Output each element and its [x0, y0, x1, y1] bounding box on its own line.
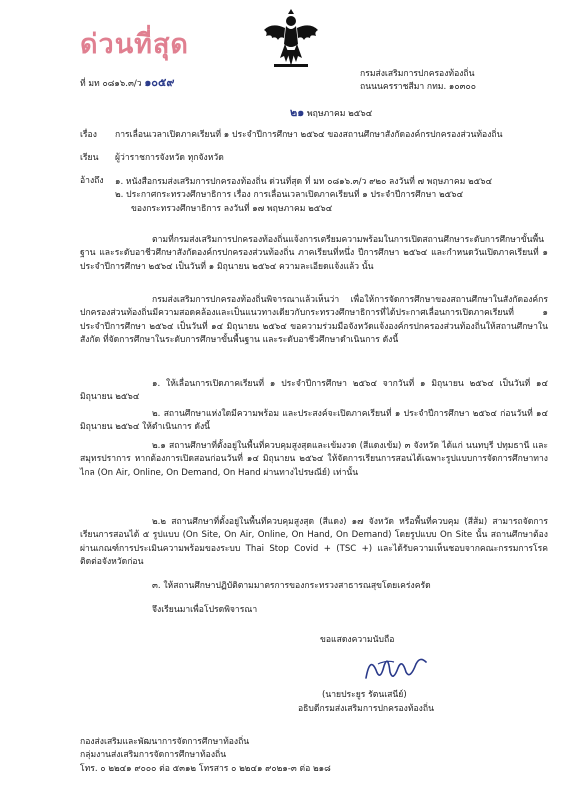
reference-line: ๒. ประกาศกระทรวงศึกษาธิการ เรื่อง การเลื่อนเวลาเปิดภาคเรียนที่ ๑ ประจำปีการศึกษา ๒๕๖๔ [115, 190, 464, 201]
signatory-name: (นายประยูร รัตนเสนีย์) [322, 690, 407, 700]
closing-salutation: ขอแสดงความนับถือ [320, 635, 395, 645]
document-date [290, 106, 372, 120]
body-item-2: ๒. สถานศึกษาแห่งใดมีความพร้อม และประสงค์จะเปิดภาคเรียนที่ ๑ ประจำปีการศึกษา ๒๕๖๔ ก่อนวันที่ ๑๔ มิถุนายน ๒๕๖๔ ให้ดำเนินการ ดังนี้ [80, 409, 548, 433]
doc-number-handwritten: ๑๐๕๙ [144, 76, 175, 89]
date-month-year: พฤษภาคม ๒๕๖๔ [306, 109, 373, 119]
body-item-2-1: ๒.๑ สถานศึกษาที่ตั้งอยู่ในพื้นที่ควบคุมสูงสุดและเข้มงวด (สีแดงเข้ม) ๓ จังหวัด ได้แก่ นนทบุรี ปทุมธานี และสมุทรปราการ หากต้องการเปิดสอนก่อนวันที่ ๑๔ มิถุนายน ๒๕๖๔ ให้จัดการเรียนการสอนได้เฉพาะรูปแบบการจัดการศึกษาทางไกล (On Air, Online, On Demand, On Hand ผ่านทางไปรษณีย์) เท่านั้น [80, 441, 548, 478]
signatory-title: อธิบดีกรมส่งเสริมการปกครองท้องถิ่น [298, 704, 434, 714]
urgent-stamp: ด่วนที่สุด [80, 29, 189, 60]
document-number [80, 76, 174, 90]
reference-line: ของกระทรวงศึกษาธิการ ลงวันที่ ๑๗ พฤษภาคม ๒๕๖๔ [131, 203, 333, 214]
handwritten-signature [360, 648, 432, 688]
body-paragraph-1: ตามที่กรมส่งเสริมการปกครองท้องถิ่นแจ้งการเตรียมความพร้อมในการเปิดสถานศึกษาระดับการศึกษาขั้นพื้นฐาน และระดับอาชีวศึกษาสังกัดองค์กรปกครองส่วนท้องถิ่น ภาคเรียนที่หนึ่ง ปีการศึกษา ๒๕๖๔ และกำหนดวันเปิดภาคเรียนที่ ๑ ประจำปีการศึกษา ๒๕๖๔ เป็นวันที่ ๑ มิถุนายน ๒๕๖๔ ความละเอียดแจ้งแล้ว นั้น [80, 235, 548, 272]
sender-line-2: ถนนนครราชสีมา กทม. ๑๐๓๐๐ [360, 82, 476, 93]
garuda-emblem-icon [260, 8, 322, 70]
footer-phone: โทร. ๐ ๒๒๔๑ ๙๐๐๐ ต่อ ๕๓๑๒ โทรสาร ๐ ๒๒๔๑ ๙๐๒๑-๓ ต่อ ๒๑๘ [80, 763, 331, 774]
reference-item [115, 189, 555, 216]
footer-section: กลุ่มงานส่งเสริมการจัดการศึกษาท้องถิ่น [80, 750, 227, 761]
contact-footer [80, 736, 331, 776]
body-item-2-2: ๒.๒ สถานศึกษาที่ตั้งอยู่ในพื้นที่ควบคุมสูงสุด (สีแดง) ๑๗ จังหวัด หรือพื้นที่ควบคุม (สีส้ม) สามารถจัดการเรียนการสอนได้ ๕ รูปแบบ (On Site, On Air, Online, On Hand, On Demand) โดยรูปแบบ On Site นั้น สถานศึกษาต้องผ่านเกณฑ์การประเมินความพร้อมของระบบ Thai Stop Covid + (TSC +) และได้รับความเห็นชอบจากคณะกรรมการโรคติดต่อจังหวัดก่อน [80, 517, 548, 567]
doc-number-prefix: ที่ มท ๐๘๑๖.๓/ว [80, 79, 142, 89]
references-list [115, 176, 555, 216]
date-day-handwritten: ๒๑ [290, 106, 305, 119]
body-item-3: ๓. ให้สถานศึกษาปฏิบัติตามมาตรการของกระทรวงสาธารณสุขโดยเคร่งครัด [152, 581, 431, 591]
body-paragraph-2: กรมส่งเสริมการปกครองท้องถิ่นพิจารณาแล้วเห็นว่า เพื่อให้การจัดการศึกษาของสถานศึกษาในสังกัดองค์กรปกครองส่วนท้องถิ่นมีความสอดคล้องและเป็นแนวทางเดียวกับกระทรวงศึกษาธิการที่ได้ประกาศเลื่อนการเปิดภาคเรียนที่ ๑ ประจำปีการศึกษา ๒๕๖๔ เป็นวันที่ ๑๔ มิถุนายน ๒๕๖๔ ขอความร่วมมือจังหวัดแจ้งองค์กรปกครองส่วนท้องถิ่นให้สถานศึกษาในสังกัด ที่จัดการศึกษาในระดับการศึกษาขั้นพื้นฐาน และระดับอาชีวศึกษาดำเนินการ ดังนี้ [80, 295, 548, 345]
recipient-label: เรียน [80, 153, 99, 163]
references-label: อ้างถึง [80, 176, 104, 186]
subject-label: เรื่อง [80, 130, 97, 140]
reference-item [115, 176, 555, 189]
recipient-text: ผู้ว่าราชการจังหวัด ทุกจังหวัด [115, 153, 224, 163]
sender-line-1: กรมส่งเสริมการปกครองท้องถิ่น [360, 69, 475, 79]
closing-request: จึงเรียนมาเพื่อโปรดพิจารณา [152, 605, 258, 615]
reference-line: ๑. หนังสือกรมส่งเสริมการปกครองท้องถิ่น ด่วนที่สุด ที่ มท ๐๘๑๖.๓/ว ๙๒๐ ลงวันที่ ๗ พฤษภาคม ๒๕๖๔ [115, 177, 493, 187]
body-item-1: ๑. ให้เลื่อนการเปิดภาคเรียนที่ ๑ ประจำปีการศึกษา ๒๕๖๔ จากวันที่ ๑ มิถุนายน ๒๕๖๔ เป็นวันที่ ๑๔ มิถุนายน ๒๕๖๔ [80, 379, 548, 403]
footer-division: กองส่งเสริมและพัฒนาการจัดการศึกษาท้องถิ่น [80, 737, 250, 747]
subject-text: การเลื่อนเวลาเปิดภาคเรียนที่ ๑ ประจำปีการศึกษา ๒๕๖๔ ของสถานศึกษาสังกัดองค์กรปกครองส่วนท้องถิ่น [115, 130, 503, 140]
sender-address [360, 68, 476, 95]
